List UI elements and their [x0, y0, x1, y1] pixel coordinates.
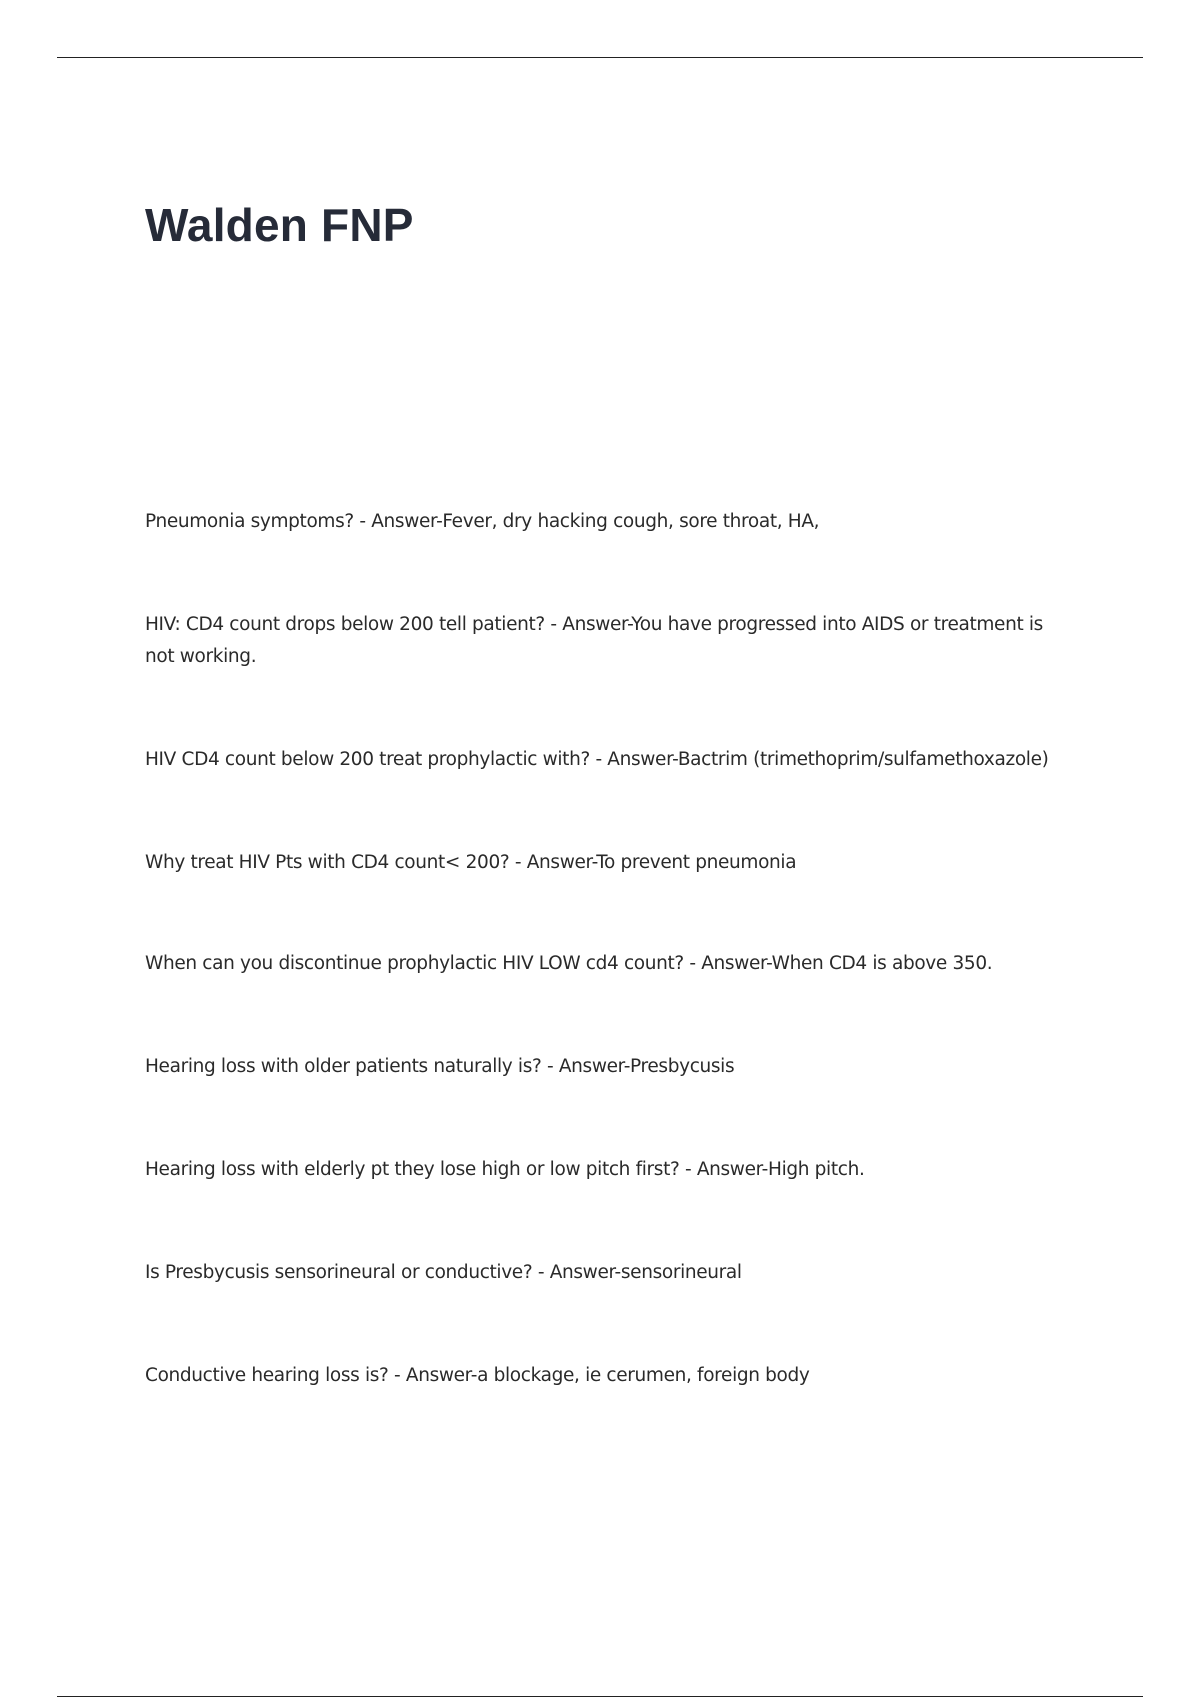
qa-item: Hearing loss with older patients naturally is? - Answer-Presbycusis	[145, 1056, 735, 1077]
qa-item: Pneumonia symptoms? - Answer-Fever, dry hacking cough, sore throat, HA,	[145, 511, 820, 532]
qa-item: Is Presbycusis sensorineural or conductive? - Answer-sensorineural	[145, 1262, 742, 1283]
bottom-rule	[57, 1696, 1143, 1697]
document-title: Walden FNP	[145, 199, 414, 251]
qa-item: HIV CD4 count below 200 treat prophylactic with? - Answer-Bactrim (trimethoprim/sulfamethoxazole)	[145, 749, 1049, 770]
qa-item: When can you discontinue prophylactic HIV LOW cd4 count? - Answer-When CD4 is above 350.	[145, 953, 993, 974]
qa-item: Hearing loss with elderly pt they lose high or low pitch first? - Answer-High pitch.	[145, 1159, 865, 1180]
qa-item: HIV: CD4 count drops below 200 tell patient? - Answer-You have progressed into AIDS or treatment is not working.	[145, 614, 1043, 667]
top-rule	[57, 57, 1143, 58]
qa-item: Why treat HIV Pts with CD4 count< 200? - Answer-To prevent pneumonia	[145, 852, 797, 873]
qa-item: Conductive hearing loss is? - Answer-a blockage, ie cerumen, foreign body	[145, 1365, 810, 1386]
